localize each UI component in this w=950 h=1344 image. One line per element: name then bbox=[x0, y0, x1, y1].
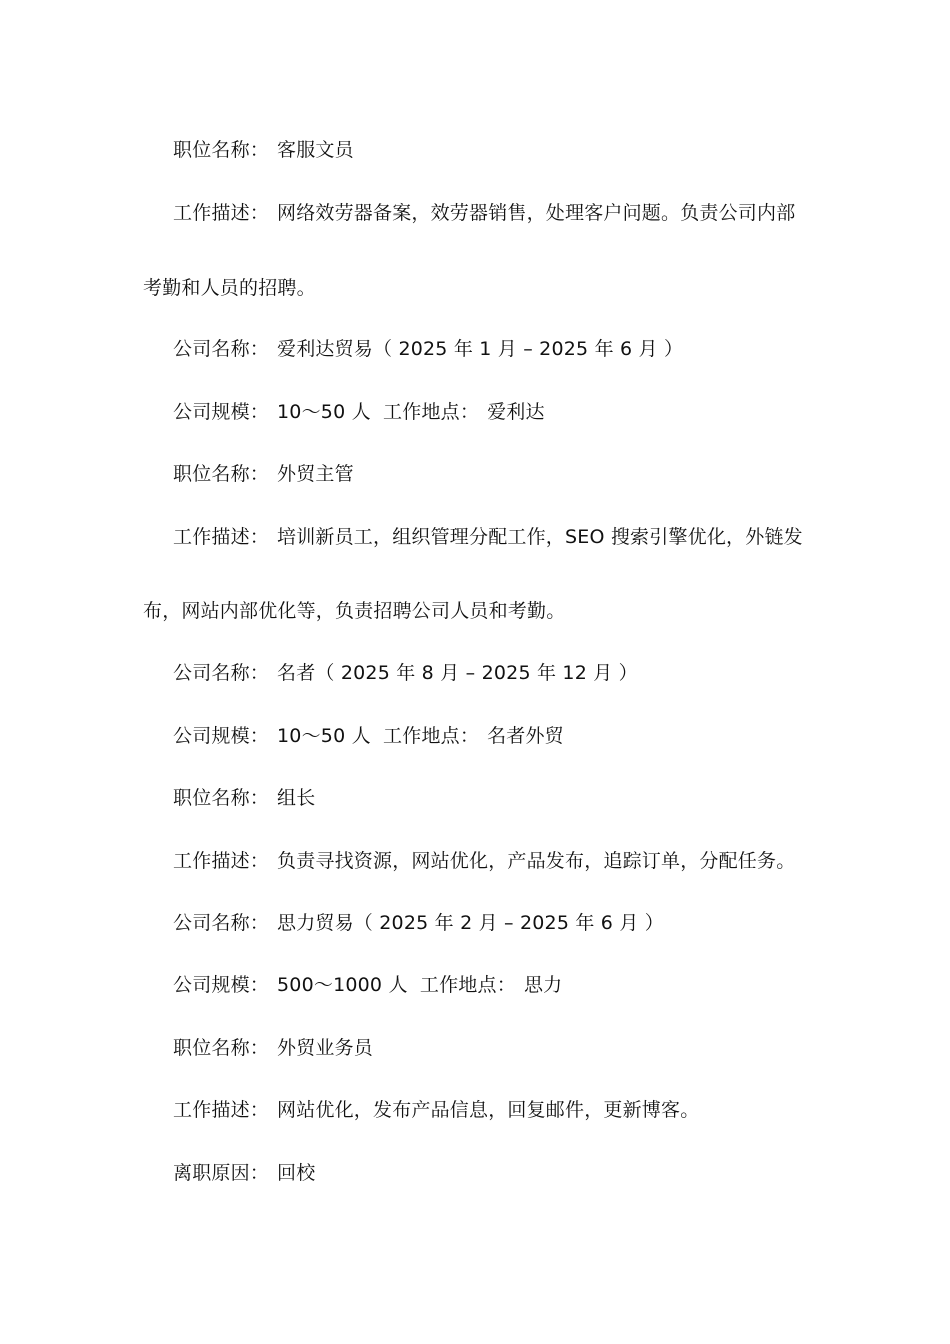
field-value: 思力贸易（ 2025 年 2 月 – 2025 年 6 月 ） bbox=[277, 912, 664, 934]
field-value: 10～50 人 bbox=[277, 401, 371, 423]
field-label: 公司规模： bbox=[173, 401, 270, 423]
job-description-row bbox=[173, 1097, 699, 1123]
job-title-row bbox=[173, 785, 315, 811]
company-name-row bbox=[173, 910, 664, 936]
company-size-row bbox=[173, 399, 545, 425]
field-label: 公司名称： bbox=[173, 912, 270, 934]
job-description-continuation: 考勤和人员的招聘。 bbox=[143, 277, 316, 299]
job-description-row bbox=[173, 200, 795, 226]
job-title-row bbox=[173, 461, 354, 487]
field-value: 外贸业务员 bbox=[277, 1037, 374, 1059]
field-label: 职位名称： bbox=[173, 463, 270, 485]
field-value: 回校 bbox=[277, 1162, 316, 1184]
field-value: 负责寻找资源，网站优化，产品发布，追踪订单，分配任务。 bbox=[277, 850, 796, 872]
leave-reason-row bbox=[173, 1160, 315, 1186]
field-value: 爱利达贸易（ 2025 年 1 月 – 2025 年 6 月 ） bbox=[277, 338, 684, 360]
field-label: 公司规模： bbox=[173, 725, 270, 747]
field-label: 离职原因： bbox=[173, 1162, 270, 1184]
company-size-row bbox=[173, 972, 562, 998]
job-description-continuation: 布，网站内部优化等，负责招聘公司人员和考勤。 bbox=[143, 600, 566, 622]
company-size-row bbox=[173, 723, 564, 749]
field-label: 工作地点： bbox=[383, 725, 480, 747]
field-value: 爱利达 bbox=[487, 401, 545, 423]
company-name-row bbox=[173, 660, 638, 686]
job-title-row bbox=[173, 1035, 373, 1061]
field-value: 500～1000 人 bbox=[277, 974, 408, 996]
field-label: 职位名称： bbox=[173, 139, 270, 161]
field-label: 职位名称： bbox=[173, 1037, 270, 1059]
field-label: 工作地点： bbox=[419, 974, 516, 996]
field-label: 公司规模： bbox=[173, 974, 270, 996]
job-title-row bbox=[173, 137, 354, 163]
job-description-row bbox=[173, 848, 795, 874]
field-value: 10～50 人 bbox=[277, 725, 371, 747]
field-value: 培训新员工，组织管理分配工作，SEO 搜索引擎优化，外链发 bbox=[277, 526, 803, 548]
field-value: 组长 bbox=[277, 787, 316, 809]
field-value: 思力 bbox=[523, 974, 563, 996]
field-value: 名者外贸 bbox=[487, 725, 564, 747]
field-value: 名者（ 2025 年 8 月 – 2025 年 12 月 ） bbox=[277, 662, 638, 684]
field-label: 工作描述： bbox=[173, 850, 270, 872]
field-label: 工作描述： bbox=[173, 526, 270, 548]
job-description-row bbox=[173, 524, 803, 550]
field-label: 工作描述： bbox=[173, 1099, 270, 1121]
field-label: 工作描述： bbox=[173, 202, 270, 224]
field-value: 网站优化，发布产品信息，回复邮件，更新博客。 bbox=[277, 1099, 700, 1121]
field-label: 公司名称： bbox=[173, 338, 270, 360]
field-label: 工作地点： bbox=[383, 401, 480, 423]
field-label: 职位名称： bbox=[173, 787, 270, 809]
field-value: 客服文员 bbox=[277, 139, 354, 161]
field-label: 公司名称： bbox=[173, 662, 270, 684]
company-name-row bbox=[173, 336, 683, 362]
field-value: 外贸主管 bbox=[277, 463, 354, 485]
field-value: 网络效劳器备案，效劳器销售，处理客户问题。负责公司内部 bbox=[277, 202, 796, 224]
